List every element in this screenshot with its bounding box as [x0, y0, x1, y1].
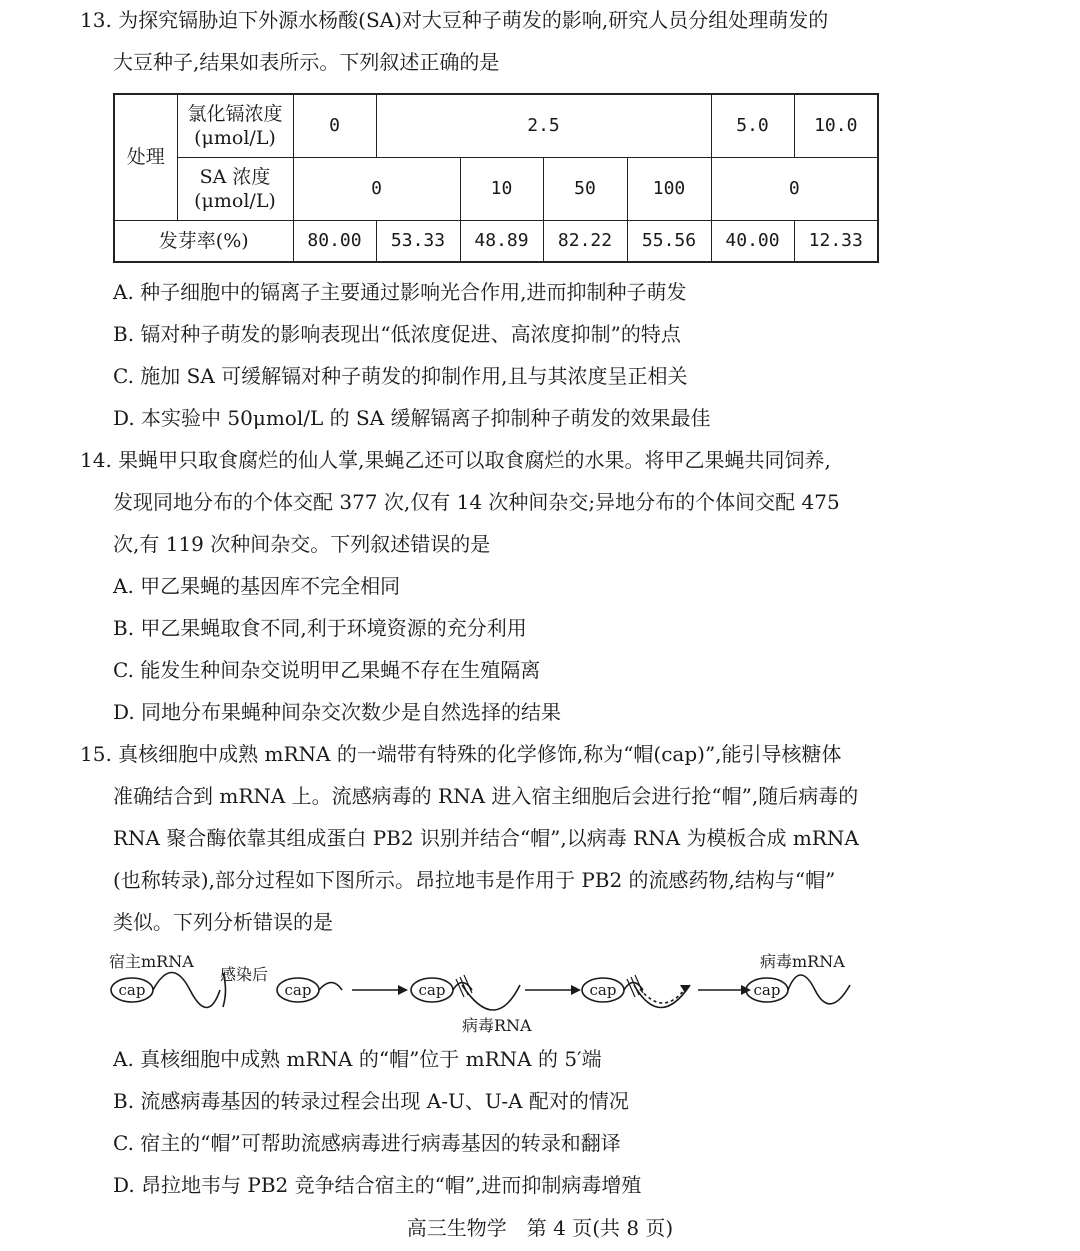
q13-option-c: C. 施加 SA 可缓解镉对种子萌发的抑制作用,且与其浓度呈正相关 [113, 364, 688, 388]
cd-label-unit: (μmol/L) [194, 126, 276, 149]
rate-cell: 55.56 [627, 220, 711, 262]
rate-cell: 82.22 [543, 220, 627, 262]
after-infection-label: 感染后 [220, 965, 269, 984]
cap-snatching-diagram [100, 945, 870, 1040]
sa-label-unit: (μmol/L) [194, 189, 276, 212]
sa-value-100: 100 [627, 157, 711, 220]
q15-stem-line5: 类似。下列分析错误的是 [113, 910, 333, 934]
sa-value-0a: 0 [293, 157, 460, 220]
host-mrna-label: 宿主mRNA [109, 952, 194, 971]
q15-stem-line4: (也称转录),部分过程如下图所示。昂拉地韦是作用于 PB2 的流感药物,结构与“帽” [113, 868, 836, 892]
viral-rna-label: 病毒RNA [462, 1016, 532, 1035]
table-group-label: 处理 [114, 94, 177, 220]
viral-mrna-label: 病毒mRNA [760, 952, 845, 971]
q13-stem-line2: 大豆种子,结果如表所示。下列叙述正确的是 [113, 50, 500, 74]
q13-data-table [113, 93, 879, 263]
sa-value-10: 10 [460, 157, 543, 220]
cd-label-text: 氯化镉浓度 [187, 102, 283, 125]
q13-stem-line1: 13. 为探究镉胁迫下外源水杨酸(SA)对大豆种子萌发的影响,研究人员分组处理萌发的 [80, 8, 829, 32]
q13-option-d: D. 本实验中 50μmol/L 的 SA 缓解镉离子抑制种子萌发的效果最佳 [113, 406, 711, 430]
germination-rate-label: 发芽率(%) [114, 220, 293, 262]
q15-option-a: A. 真核细胞中成熟 mRNA 的“帽”位于 mRNA 的 5′端 [113, 1047, 602, 1071]
cap-label: cap [753, 981, 781, 999]
q15-option-c: C. 宿主的“帽”可帮助流感病毒进行病毒基因的转录和翻译 [113, 1131, 621, 1155]
q14-option-a: A. 甲乙果蝇的基因库不完全相同 [113, 574, 401, 598]
cap-label: cap [284, 981, 312, 999]
q13-option-a: A. 种子细胞中的镉离子主要通过影响光合作用,进而抑制种子萌发 [113, 280, 687, 304]
q15-stem-line1: 15. 真核细胞中成熟 mRNA 的一端带有特殊的化学修饰,称为“帽(cap)”,能引导核糖体 [80, 742, 842, 766]
page-footer: 高三生物学 第 4 页(共 8 页) [406, 1216, 674, 1240]
cap-label: cap [118, 981, 146, 999]
sa-value-0b: 0 [711, 157, 878, 220]
q14-option-d: D. 同地分布果蝇种间杂交次数少是自然选择的结果 [113, 700, 562, 724]
cd-value-5: 5.0 [711, 94, 794, 157]
rate-cell: 12.33 [794, 220, 878, 262]
q14-option-b: B. 甲乙果蝇取食不同,利于环境资源的充分利用 [113, 616, 527, 640]
q15-stem-line3: RNA 聚合酶依靠其组成蛋白 PB2 识别并结合“帽”,以病毒 RNA 为模板合成 mRNA [113, 826, 859, 850]
rate-cell: 40.00 [711, 220, 794, 262]
cd-value-0: 0 [293, 94, 376, 157]
q15-option-d: D. 昂拉地韦与 PB2 竞争结合宿主的“帽”,进而抑制病毒增殖 [113, 1173, 642, 1197]
arrow-head [571, 985, 581, 995]
q13-option-b: B. 镉对种子萌发的影响表现出“低浓度促进、高浓度抑制”的特点 [113, 322, 681, 346]
viral-mrna-strand [788, 975, 850, 1004]
q15-stem-line2: 准确结合到 mRNA 上。流感病毒的 RNA 进入宿主细胞后会进行抢“帽”,随后病毒的 [113, 784, 859, 808]
rate-cell: 80.00 [293, 220, 376, 262]
cap-label: cap [418, 981, 446, 999]
q14-option-c: C. 能发生种间杂交说明甲乙果蝇不存在生殖隔离 [113, 658, 541, 682]
sa-concentration-label [177, 157, 293, 220]
q15-option-b: B. 流感病毒基因的转录过程会出现 A-U、U-A 配对的情况 [113, 1089, 629, 1113]
host-mrna-strand [153, 973, 220, 1008]
cd-value-2-5: 2.5 [376, 94, 711, 157]
cd-value-10: 10.0 [794, 94, 878, 157]
cd-concentration-label [177, 94, 293, 157]
rate-cell: 48.89 [460, 220, 543, 262]
q14-stem-line2: 发现同地分布的个体交配 377 次,仅有 14 次种间杂交;异地分布的个体间交配 475 [113, 490, 840, 514]
cap-tail [319, 983, 342, 991]
cap-label: cap [589, 981, 617, 999]
sa-value-50: 50 [543, 157, 627, 220]
sa-label-text: SA 浓度 [199, 165, 271, 188]
q14-stem-line3: 次,有 119 次种间杂交。下列叙述错误的是 [113, 532, 491, 556]
rate-cell: 53.33 [376, 220, 460, 262]
arrow-head [398, 985, 408, 995]
q14-stem-line1: 14. 果蝇甲只取食腐烂的仙人掌,果蝇乙还可以取食腐烂的水果。将甲乙果蝇共同饲养, [80, 448, 831, 472]
